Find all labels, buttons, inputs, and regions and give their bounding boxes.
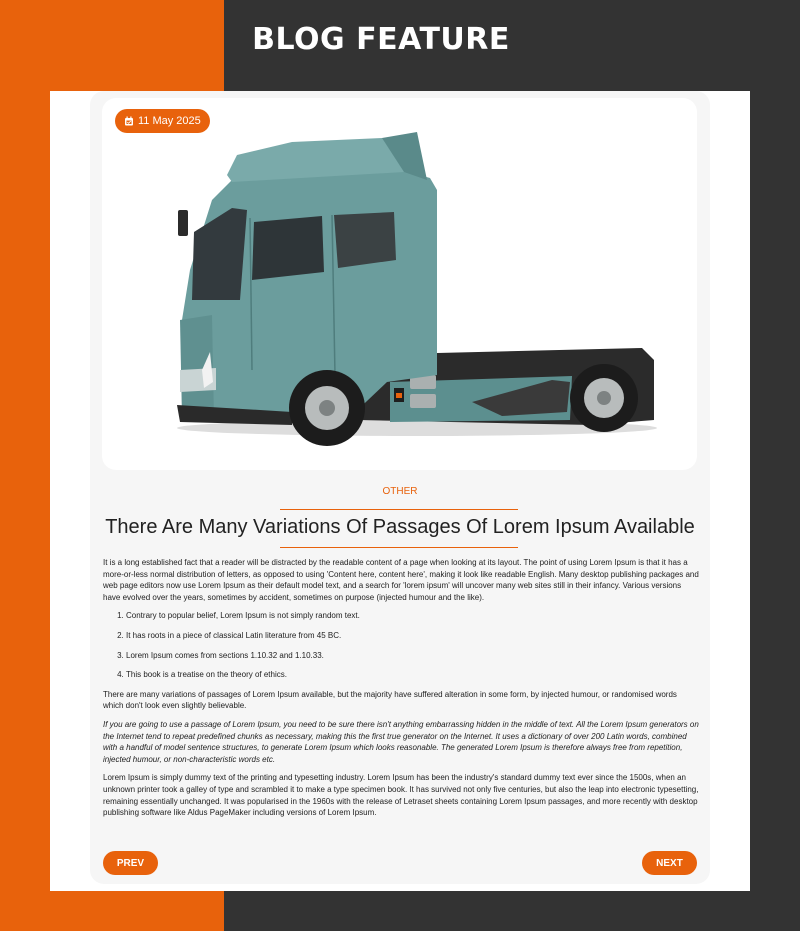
post-date: 11 May 2025 xyxy=(138,115,201,127)
date-badge xyxy=(115,109,210,133)
post-paragraph-italic: If you are going to use a passage of Lorem Ipsum, you need to be sure there isn't anything embarrassing hidden in the middle of text. All the Lorem Ipsum generators on the Internet tend to repeat predefined chunks as necessary, making this the first true generator on the Internet. It uses a dictionary of over 200 Latin words, combined with a handful of model sentence structures, to generate Lorem Ipsum which looks reasonable. The generated Lorem Ipsum is therefore always free from repetition, injected humour, or non-characteristic words etc. xyxy=(103,719,699,764)
prev-button[interactable]: PREV xyxy=(103,851,158,875)
list-item: 1. Contrary to popular belief, Lorem Ipsum is not simply random text. xyxy=(126,610,699,622)
banner-title: BLOG FEATURE xyxy=(252,22,510,57)
post-intro: It is a long established fact that a reader will be distracted by the readable content of a page when looking at its layout. The point of using Lorem Ipsum is that it has a more-or-less normal distribution of letters, as opposed to using 'Content here, content here', making it look like readable English. Many desktop publishing packages and web page editors now use Lorem Ipsum as their default model text, and a search for 'lorem ipsum' will uncover many web sites still in their infancy. Various versions have evolved over the years, sometimes by accident, sometimes on purpose (injected humour and the like). xyxy=(103,558,699,602)
post-category: OTHER xyxy=(382,486,418,497)
calendar-icon xyxy=(124,116,134,126)
truck-image xyxy=(172,120,662,450)
post-list xyxy=(103,610,699,680)
title-divider-bottom xyxy=(280,547,518,548)
post-paragraph: Lorem Ipsum is simply dummy text of the printing and typesetting industry. Lorem Ipsum has been the industry's standard dummy text ever since the 1500s, when an unknown printer took a galley of type and scrambled it to make a type specimen book. It has survived not only five centuries, but also the leap into electronic typesetting, remaining essentially unchanged. It was popularised in the 1960s with the release of Letraset sheets containing Lorem Ipsum passages, and more recently with desktop publishing software like Aldus PageMaker including versions of Lorem Ipsum. xyxy=(103,773,699,818)
next-button[interactable]: NEXT xyxy=(642,851,697,875)
list-item: 2. It has roots in a piece of classical Latin literature from 45 BC. xyxy=(126,630,699,642)
post-paragraph: There are many variations of passages of Lorem Ipsum available, but the majority have suffered alteration in some form, by injected humour, or randomised words which don't look even slightly believable. xyxy=(103,689,677,711)
featured-image xyxy=(102,98,697,470)
blog-card xyxy=(90,91,710,884)
list-item: 4. This book is a treatise on the theory of ethics. xyxy=(126,669,699,681)
list-item: 3. Lorem Ipsum comes from sections 1.10.32 and 1.10.33. xyxy=(126,650,699,662)
card-frame xyxy=(50,91,750,891)
post-content xyxy=(103,557,699,826)
post-title: There Are Many Variations Of Passages Of Lorem Ipsum Available xyxy=(105,516,695,538)
title-divider-top xyxy=(280,509,518,510)
